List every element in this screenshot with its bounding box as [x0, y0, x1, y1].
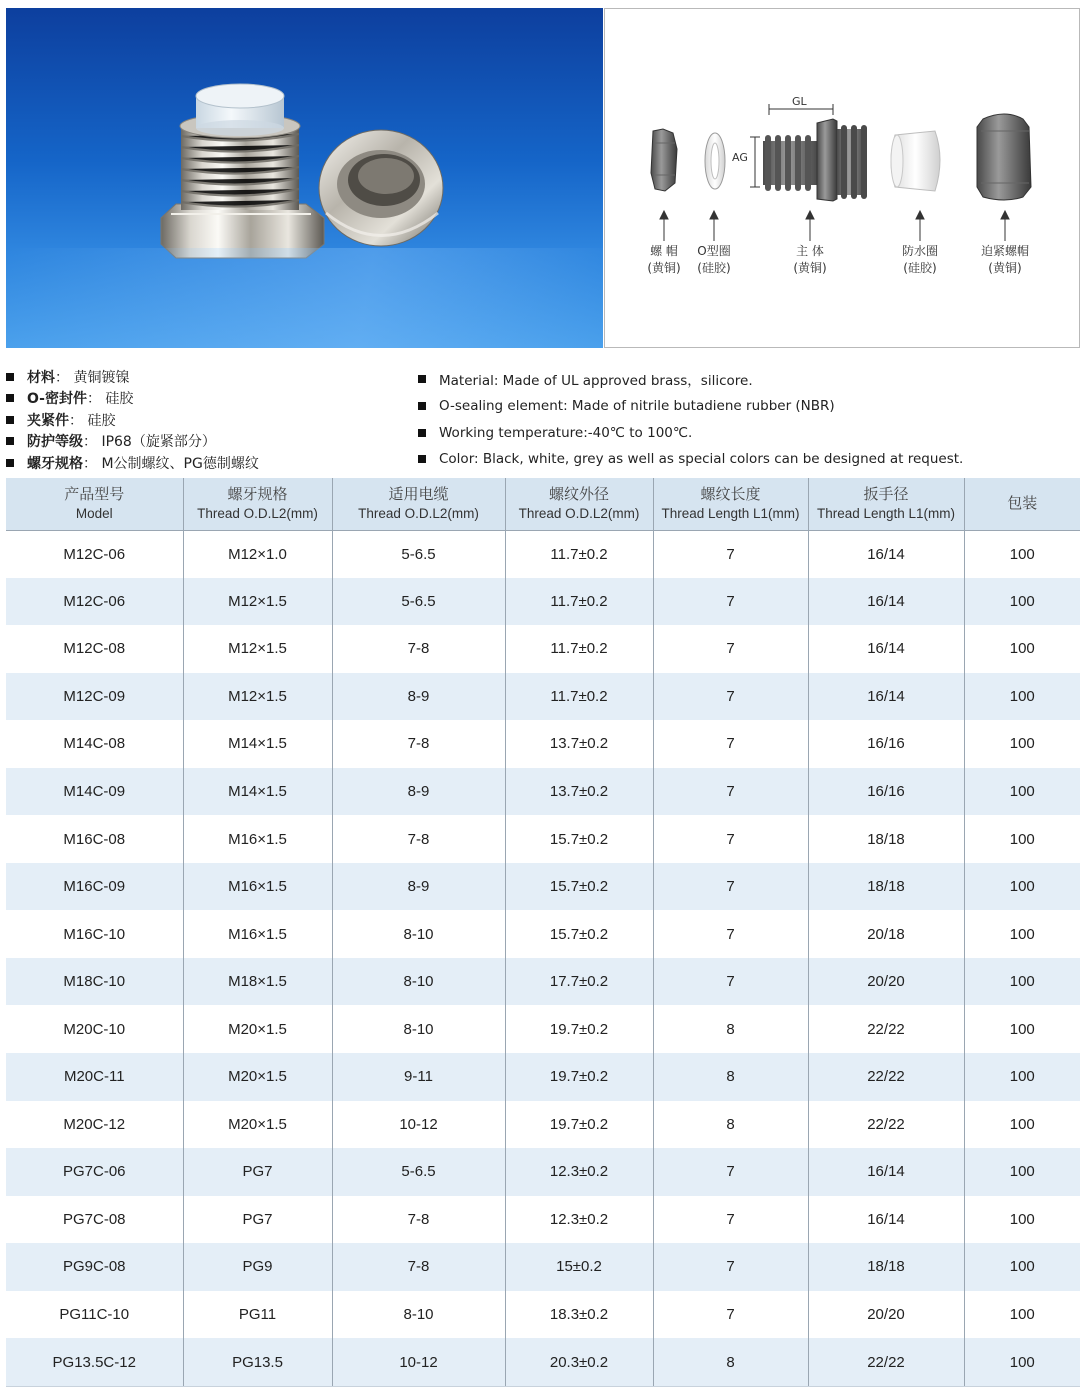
cell-packing: 100 [964, 530, 1080, 578]
cell-cable-range: 8-10 [332, 1291, 505, 1339]
cell-thread-od: 12.3±0.2 [505, 1196, 653, 1244]
cell-thread-length: 7 [653, 815, 808, 863]
cell-thread-od: 12.3±0.2 [505, 1148, 653, 1196]
spec-item-material-en [418, 366, 963, 393]
cell-model: M16C-08 [6, 815, 183, 863]
cell-packing: 100 [964, 815, 1080, 863]
spec-item-o-seal-en [418, 393, 963, 420]
table-row [6, 768, 1080, 816]
cell-cable-range: 10-12 [332, 1101, 505, 1149]
cell-cable-range: 5-6.5 [332, 578, 505, 626]
table-row [6, 815, 1080, 863]
spec-table-container [6, 478, 1080, 1386]
cell-packing: 100 [964, 958, 1080, 1006]
cell-model: PG7C-06 [6, 1148, 183, 1196]
cell-wrench-size: 16/14 [808, 673, 964, 721]
spec-item-temperature-en [418, 419, 963, 446]
table-row [6, 578, 1080, 626]
spec-value: ： M公制螺纹、PG德制螺纹 [83, 455, 259, 472]
cell-thread-spec: PG11 [183, 1291, 332, 1339]
cell-wrench-size: 18/18 [808, 1243, 964, 1291]
cell-wrench-size: 16/14 [808, 1148, 964, 1196]
cell-thread-od: 19.7±0.2 [505, 1101, 653, 1149]
square-bullet-icon [418, 375, 426, 383]
part-label-seal [902, 243, 938, 277]
part-label-main-body [793, 243, 826, 277]
cell-model: M12C-06 [6, 530, 183, 578]
cell-wrench-size: 22/22 [808, 1053, 964, 1101]
cell-cable-range: 7-8 [332, 1243, 505, 1291]
part-name: 迫紧螺帽 [980, 244, 1030, 258]
table-row [6, 1196, 1080, 1244]
cell-thread-od: 15.7±0.2 [505, 815, 653, 863]
cell-model: M16C-10 [6, 910, 183, 958]
cell-thread-length: 8 [653, 1101, 808, 1149]
table-row [6, 958, 1080, 1006]
cell-packing: 100 [964, 768, 1080, 816]
part-material: (黄铜) [988, 261, 1022, 275]
cell-model: PG7C-08 [6, 1196, 183, 1244]
cell-wrench-size: 16/16 [808, 720, 964, 768]
table-row [6, 1338, 1080, 1386]
cell-packing: 100 [964, 625, 1080, 673]
cell-thread-length: 8 [653, 1005, 808, 1053]
cell-cable-range: 5-6.5 [332, 530, 505, 578]
specs-english [418, 366, 963, 473]
cell-thread-od: 17.7±0.2 [505, 958, 653, 1006]
part-material: (硅胶) [903, 261, 937, 275]
cell-cable-range: 7-8 [332, 1196, 505, 1244]
cell-packing: 100 [964, 1243, 1080, 1291]
spec-item-color-en [418, 446, 963, 473]
product-photo [6, 8, 603, 348]
spec-text: O-sealing element: Made of nitrile butadiene rubber (NBR) [439, 398, 835, 415]
cell-thread-length: 7 [653, 910, 808, 958]
header-model: 产品型号 Model [6, 478, 183, 530]
cell-thread-spec: M18×1.5 [183, 958, 332, 1006]
cell-thread-length: 7 [653, 530, 808, 578]
exploded-parts-drawing [605, 9, 1080, 349]
cell-cable-range: 8-10 [332, 958, 505, 1006]
specs-chinese [6, 366, 259, 474]
cell-cable-range: 7-8 [332, 815, 505, 863]
cell-thread-length: 7 [653, 673, 808, 721]
cell-thread-length: 8 [653, 1053, 808, 1101]
cell-thread-length: 7 [653, 1148, 808, 1196]
spec-table [6, 478, 1080, 1386]
cell-cable-range: 8-9 [332, 673, 505, 721]
square-bullet-icon [418, 455, 426, 463]
cell-thread-od: 18.3±0.2 [505, 1291, 653, 1339]
cell-thread-length: 7 [653, 1243, 808, 1291]
spec-value: ： IP68（旋紧部分） [83, 434, 216, 451]
cell-packing: 100 [964, 863, 1080, 911]
table-row [6, 720, 1080, 768]
header-thread-spec: 螺牙规格 Thread O.D.L2(mm) [183, 478, 332, 530]
cell-thread-length: 7 [653, 1196, 808, 1244]
cell-thread-spec: PG7 [183, 1148, 332, 1196]
part-name: 螺 帽 [650, 244, 678, 258]
cell-model: PG9C-08 [6, 1243, 183, 1291]
cell-cable-range: 5-6.5 [332, 1148, 505, 1196]
cell-wrench-size: 22/22 [808, 1338, 964, 1386]
gl-dimension-label: GL [792, 95, 807, 108]
cell-packing: 100 [964, 1291, 1080, 1339]
cell-thread-od: 20.3±0.2 [505, 1338, 653, 1386]
cell-wrench-size: 20/18 [808, 910, 964, 958]
cell-thread-od: 11.7±0.2 [505, 673, 653, 721]
table-row [6, 863, 1080, 911]
cell-wrench-size: 22/22 [808, 1005, 964, 1053]
spec-item-clamp [6, 409, 259, 431]
cell-cable-range: 8-10 [332, 910, 505, 958]
square-bullet-icon [6, 437, 14, 445]
cell-thread-od: 11.7±0.2 [505, 578, 653, 626]
cell-thread-spec: M16×1.5 [183, 863, 332, 911]
cell-packing: 100 [964, 1101, 1080, 1149]
cell-thread-length: 7 [653, 1291, 808, 1339]
cell-model: M20C-10 [6, 1005, 183, 1053]
cell-wrench-size: 16/16 [808, 768, 964, 816]
cell-thread-od: 15±0.2 [505, 1243, 653, 1291]
square-bullet-icon [418, 402, 426, 410]
header-thread-od: 螺纹外径 Thread O.D.L2(mm) [505, 478, 653, 530]
spec-label: 材料 [27, 369, 55, 386]
cell-wrench-size: 16/14 [808, 625, 964, 673]
cell-packing: 100 [964, 1196, 1080, 1244]
spec-label: 螺牙规格 [27, 455, 83, 472]
cell-cable-range: 8-10 [332, 1005, 505, 1053]
cell-thread-od: 15.7±0.2 [505, 910, 653, 958]
table-row [6, 1291, 1080, 1339]
part-material: (硅胶) [697, 261, 731, 275]
cell-thread-od: 11.7±0.2 [505, 625, 653, 673]
top-banner [0, 0, 1080, 350]
cell-wrench-size: 20/20 [808, 958, 964, 1006]
cell-thread-od: 13.7±0.2 [505, 768, 653, 816]
cell-thread-spec: PG7 [183, 1196, 332, 1244]
cell-thread-od: 19.7±0.2 [505, 1053, 653, 1101]
cell-model: M14C-08 [6, 720, 183, 768]
cell-packing: 100 [964, 1338, 1080, 1386]
main-body-shape [763, 119, 867, 201]
cell-thread-spec: M12×1.5 [183, 673, 332, 721]
exploded-diagram [604, 8, 1080, 348]
cell-thread-length: 7 [653, 625, 808, 673]
cell-thread-od: 13.7±0.2 [505, 720, 653, 768]
part-material: (黄铜) [647, 261, 681, 275]
cell-wrench-size: 18/18 [808, 863, 964, 911]
table-row [6, 1053, 1080, 1101]
cell-thread-spec: M14×1.5 [183, 720, 332, 768]
cell-thread-length: 7 [653, 578, 808, 626]
header-cable-range: 适用电缆 Thread O.D.L2(mm) [332, 478, 505, 530]
cell-packing: 100 [964, 720, 1080, 768]
spec-text: Color: Black, white, grey as well as special colors can be designed at request. [439, 451, 964, 468]
cell-model: M12C-09 [6, 673, 183, 721]
cell-thread-od: 11.7±0.2 [505, 530, 653, 578]
cell-thread-spec: M12×1.5 [183, 578, 332, 626]
cell-thread-od: 15.7±0.2 [505, 863, 653, 911]
cell-cable-range: 10-12 [332, 1338, 505, 1386]
cell-cable-range: 8-9 [332, 768, 505, 816]
part-material: (黄铜) [793, 261, 827, 275]
cell-cable-range: 7-8 [332, 625, 505, 673]
part-label-o-ring [697, 243, 730, 277]
spec-text: Working temperature:-40℃ to 100℃. [439, 424, 693, 441]
table-row [6, 530, 1080, 578]
cell-thread-spec: PG13.5 [183, 1338, 332, 1386]
cell-packing: 100 [964, 1148, 1080, 1196]
cell-thread-spec: M12×1.0 [183, 530, 332, 578]
table-body [6, 530, 1080, 1386]
bottom-divider [6, 1386, 1080, 1387]
cell-wrench-size: 16/14 [808, 1196, 964, 1244]
table-row [6, 1243, 1080, 1291]
cell-thread-spec: M14×1.5 [183, 768, 332, 816]
table-row [6, 625, 1080, 673]
cell-wrench-size: 20/20 [808, 1291, 964, 1339]
cell-cable-range: 7-8 [332, 720, 505, 768]
spec-label: 夹紧件 [27, 412, 69, 429]
spec-item-o-seal [6, 388, 259, 410]
cell-thread-length: 7 [653, 958, 808, 1006]
cell-thread-length: 7 [653, 768, 808, 816]
cell-wrench-size: 22/22 [808, 1101, 964, 1149]
cell-model: PG13.5C-12 [6, 1338, 183, 1386]
cell-thread-spec: M20×1.5 [183, 1005, 332, 1053]
cell-wrench-size: 16/14 [808, 578, 964, 626]
header-thread-length: 螺纹长度 Thread Length L1(mm) [653, 478, 808, 530]
cell-thread-od: 19.7±0.2 [505, 1005, 653, 1053]
cell-thread-length: 7 [653, 720, 808, 768]
cell-packing: 100 [964, 578, 1080, 626]
cell-wrench-size: 16/14 [808, 530, 964, 578]
square-bullet-icon [6, 394, 14, 402]
table-row [6, 673, 1080, 721]
table-row [6, 1148, 1080, 1196]
cell-thread-spec: PG9 [183, 1243, 332, 1291]
spec-value: ： 硅胶 [86, 391, 134, 408]
cell-packing: 100 [964, 673, 1080, 721]
cell-thread-length: 8 [653, 1338, 808, 1386]
ag-dimension-label: AG [732, 151, 748, 164]
photo-backdrop-glow [6, 248, 603, 348]
cell-thread-spec: M16×1.5 [183, 910, 332, 958]
cell-model: M16C-09 [6, 863, 183, 911]
cell-packing: 100 [964, 1053, 1080, 1101]
table-header-row [6, 478, 1080, 530]
spec-item-thread [6, 452, 259, 474]
part-label-nut [647, 243, 680, 277]
square-bullet-icon [6, 416, 14, 424]
cell-wrench-size: 18/18 [808, 815, 964, 863]
cell-model: M20C-11 [6, 1053, 183, 1101]
cell-thread-spec: M20×1.5 [183, 1053, 332, 1101]
cell-thread-spec: M12×1.5 [183, 625, 332, 673]
cell-model: M12C-06 [6, 578, 183, 626]
table-row [6, 910, 1080, 958]
spec-item-material [6, 366, 259, 388]
square-bullet-icon [418, 429, 426, 437]
header-packing: 包装 [964, 478, 1080, 530]
cell-cable-range: 9-11 [332, 1053, 505, 1101]
spec-value: ： 黄铜镀镍 [55, 369, 130, 386]
cell-thread-spec: M16×1.5 [183, 815, 332, 863]
cell-model: M20C-12 [6, 1101, 183, 1149]
part-name: 主 体 [796, 244, 824, 258]
part-name: O型圈 [697, 244, 731, 258]
cell-model: PG11C-10 [6, 1291, 183, 1339]
part-name: 防水圈 [901, 244, 939, 258]
square-bullet-icon [6, 459, 14, 467]
header-wrench-size: 扳手径 Thread Length L1(mm) [808, 478, 964, 530]
table-row [6, 1101, 1080, 1149]
cell-packing: 100 [964, 910, 1080, 958]
cell-packing: 100 [964, 1005, 1080, 1053]
cell-model: M14C-09 [6, 768, 183, 816]
spec-value: ： 硅胶 [69, 412, 116, 429]
table-row [6, 1005, 1080, 1053]
cell-thread-length: 7 [653, 863, 808, 911]
spec-item-protection [6, 431, 259, 453]
spec-text: Material: Made of UL approved brass，silicore. [439, 373, 753, 390]
cell-thread-spec: M20×1.5 [183, 1101, 332, 1149]
spec-label: 防护等级 [27, 434, 83, 451]
cell-cable-range: 8-9 [332, 863, 505, 911]
spec-label: O-密封件 [27, 391, 87, 408]
cell-model: M18C-10 [6, 958, 183, 1006]
cell-model: M12C-08 [6, 625, 183, 673]
part-label-dome-nut [981, 243, 1029, 277]
square-bullet-icon [6, 373, 14, 381]
